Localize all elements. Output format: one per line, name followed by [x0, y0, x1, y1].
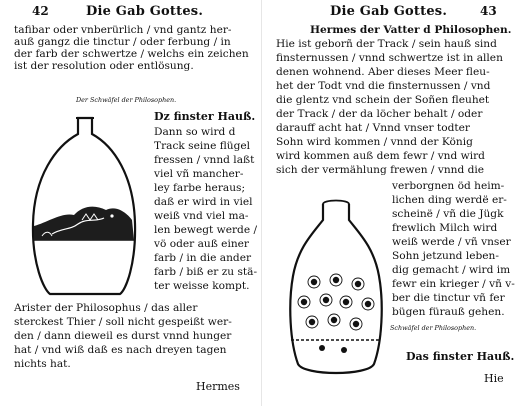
text-line: dig gemacht / wird im [392, 264, 511, 276]
bottle-flask-with-flowers-icon [282, 192, 394, 382]
text-line: farb / biß er zu stä- [154, 266, 258, 278]
text-line: weiß werde / vñ vnser [392, 236, 511, 248]
text-line: die glentz vnd schein der Soñen fleuhet [276, 94, 490, 106]
left-page [4, 0, 260, 406]
right-figure-caption: Schwäfel der Philosophen. [390, 324, 477, 332]
text-line: fewr ein krieger / vñ v- [392, 278, 515, 290]
text-line: Track seine flügel [154, 140, 251, 152]
text-line: bügen fürauß gehen. [392, 306, 505, 318]
text-line: ter weisse kompt. [154, 280, 250, 292]
text-line: hat / vnd wiß daß es nach dreyen tagen [14, 344, 227, 356]
right-sub-heading: Das finster Hauß. [406, 350, 515, 363]
text-line: het der Todt vnd die finsternussen / vnd [276, 80, 491, 92]
right-catchword: Hie [484, 372, 504, 385]
text-line: darauff acht hat / Vnnd vnser todter [276, 122, 470, 134]
text-line: sich der vermählung frewen / vnnd die [276, 164, 485, 176]
text-line: ley farbe heraus; [154, 182, 246, 194]
text-line: lichen ding werdë er- [392, 194, 507, 206]
text-line: frewlich Milch wird [392, 222, 498, 234]
text-line: auß gangz die tinctur / oder ferbung / in [14, 36, 231, 48]
left-catchword: Hermes [196, 380, 240, 393]
left-sub-heading: Dz finster Hauß. [154, 110, 256, 123]
text-line: len bewegt werde / [154, 224, 258, 236]
text-line: der Track / der da löcher behalt / oder [276, 108, 483, 120]
text-line: viel vñ mancher- [154, 168, 244, 180]
text-line: vö oder auß einer [154, 238, 249, 250]
text-line: sterckest Thier / soll nicht gespeißt wer- [14, 316, 232, 328]
right-page-header [266, 4, 522, 22]
text-line: wird kommen auß dem fewr / vnd wird [276, 150, 485, 162]
text-line: farb / in die ander [154, 252, 252, 264]
right-running-title: Die Gab Gottes. [330, 4, 448, 19]
text-line: Dann so wird d [154, 126, 236, 138]
text-line: fressen / vnnd laßt [154, 154, 255, 166]
text-line: denen wohnend. Aber dieses Meer fleu- [276, 66, 490, 78]
retort-flask-with-dragon-icon [22, 112, 150, 298]
left-page-number: 42 [32, 4, 49, 18]
text-line: tafibar oder vnberürlich / vnd gantz her- [14, 24, 232, 36]
left-running-title: Die Gab Gottes. [86, 4, 204, 19]
text-line: der farb der schwertze / welchs ein zeichen [14, 48, 249, 60]
text-line: Arister der Philosophus / das aller [14, 302, 198, 314]
text-line: ist der resolution oder entlösung. [14, 60, 194, 72]
text-line: ber die tinctur vñ fer [392, 292, 505, 304]
book-gutter [261, 0, 262, 406]
text-line: verborgnen öd heim- [392, 180, 505, 192]
text-line: Hie ist geborñ der Track / sein hauß sind [276, 38, 497, 50]
text-line: den / dann dieweil es durst vnnd hunger [14, 330, 232, 342]
right-section-heading: Hermes der Vatter d Philosophen. [310, 24, 512, 36]
text-line: weiß vnd viel ma- [154, 210, 249, 222]
left-figure-caption: Der Schwäfel der Philosophen. [76, 96, 177, 104]
text-line: Sohn wird kommen / vnnd der König [276, 136, 473, 148]
text-line: nichts hat. [14, 358, 71, 370]
text-line: Sohn jetzund leben- [392, 250, 499, 262]
text-line: daß er wird in viel [154, 196, 253, 208]
text-line: scheinë / vñ die Jügk [392, 208, 504, 220]
right-page [266, 0, 522, 406]
right-page-number: 43 [480, 4, 497, 18]
text-line: finsternussen / vnnd schwertze ist in allen [276, 52, 503, 64]
left-page-header [4, 4, 260, 22]
